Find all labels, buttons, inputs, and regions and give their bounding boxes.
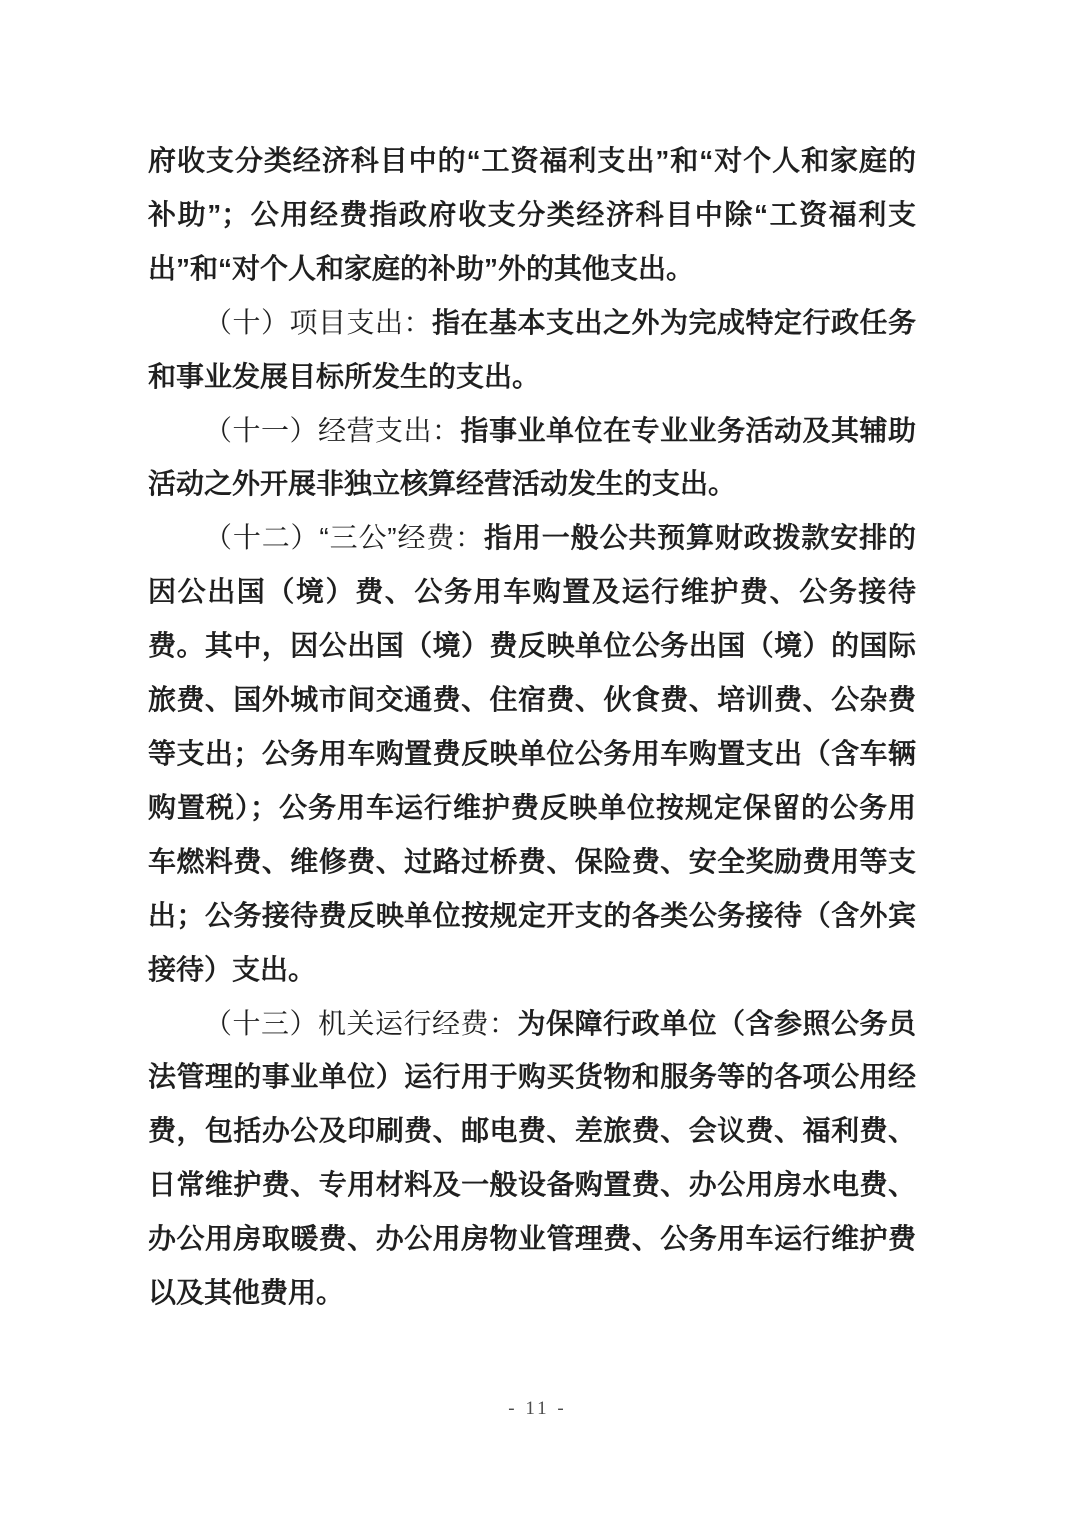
document-body (148, 134, 916, 1320)
paragraph-text: 为保障行政单位（含参照公务员法管理的事业单位）运行用于购买货物和服务等的各项公用经费，包括办公及印刷费、邮电费、差旅费、会议费、福利费、日常维护费、专用材料及一般设备购置费、办公用房水电费、办公用房取暖费、办公用房物业管理费、公务用车运行维护费以及其他费用。 (148, 1007, 916, 1309)
paragraph-text: 指在基本支出之外为完成特定行政任务和事业发展目标所发生的支出。 (148, 306, 916, 392)
paragraph-item-10 (148, 296, 916, 404)
paragraph-item-11 (148, 404, 916, 512)
term-label: （十）项目支出： (204, 306, 432, 338)
paragraph-text: 府收支分类经济科目中的“工资福利支出”和“对个人和家庭的补助”；公用经费指政府收支分类经济科目中除“工资福利支出”和“对个人和家庭的补助”外的其他支出。 (148, 145, 916, 284)
paragraph-item-12 (148, 511, 916, 996)
term-label: （十三）机关运行经费： (204, 1007, 518, 1039)
term-label: （十一）经营支出： (204, 414, 461, 446)
paragraph-text: 指事业单位在专业业务活动及其辅助活动之外开展非独立核算经营活动发生的支出。 (148, 414, 916, 500)
paragraph-text: 指用一般公共预算财政拨款安排的因公出国（境）费、公务用车购置及运行维护费、公务接待费。其中，因公出国（境）费反映单位公务出国（境）的国际旅费、国外城市间交通费、住宿费、伙食费、培训费、公杂费等支出；公务用车购置费反映单位公务用车购置支出（含车辆购置税）；公务用车运行维护费反映单位按规定保留的公务用车燃料费、维修费、过路过桥费、保险费、安全奖励费用等支出；公务接待费反映单位按规定开支的各类公务接待（含外宾接待）支出。 (148, 522, 916, 985)
paragraph-item-13 (148, 997, 916, 1320)
term-label: （十二）“三公”经费： (204, 522, 485, 554)
paragraph-continuation (148, 134, 916, 296)
page-number: - 11 - (508, 1398, 567, 1419)
